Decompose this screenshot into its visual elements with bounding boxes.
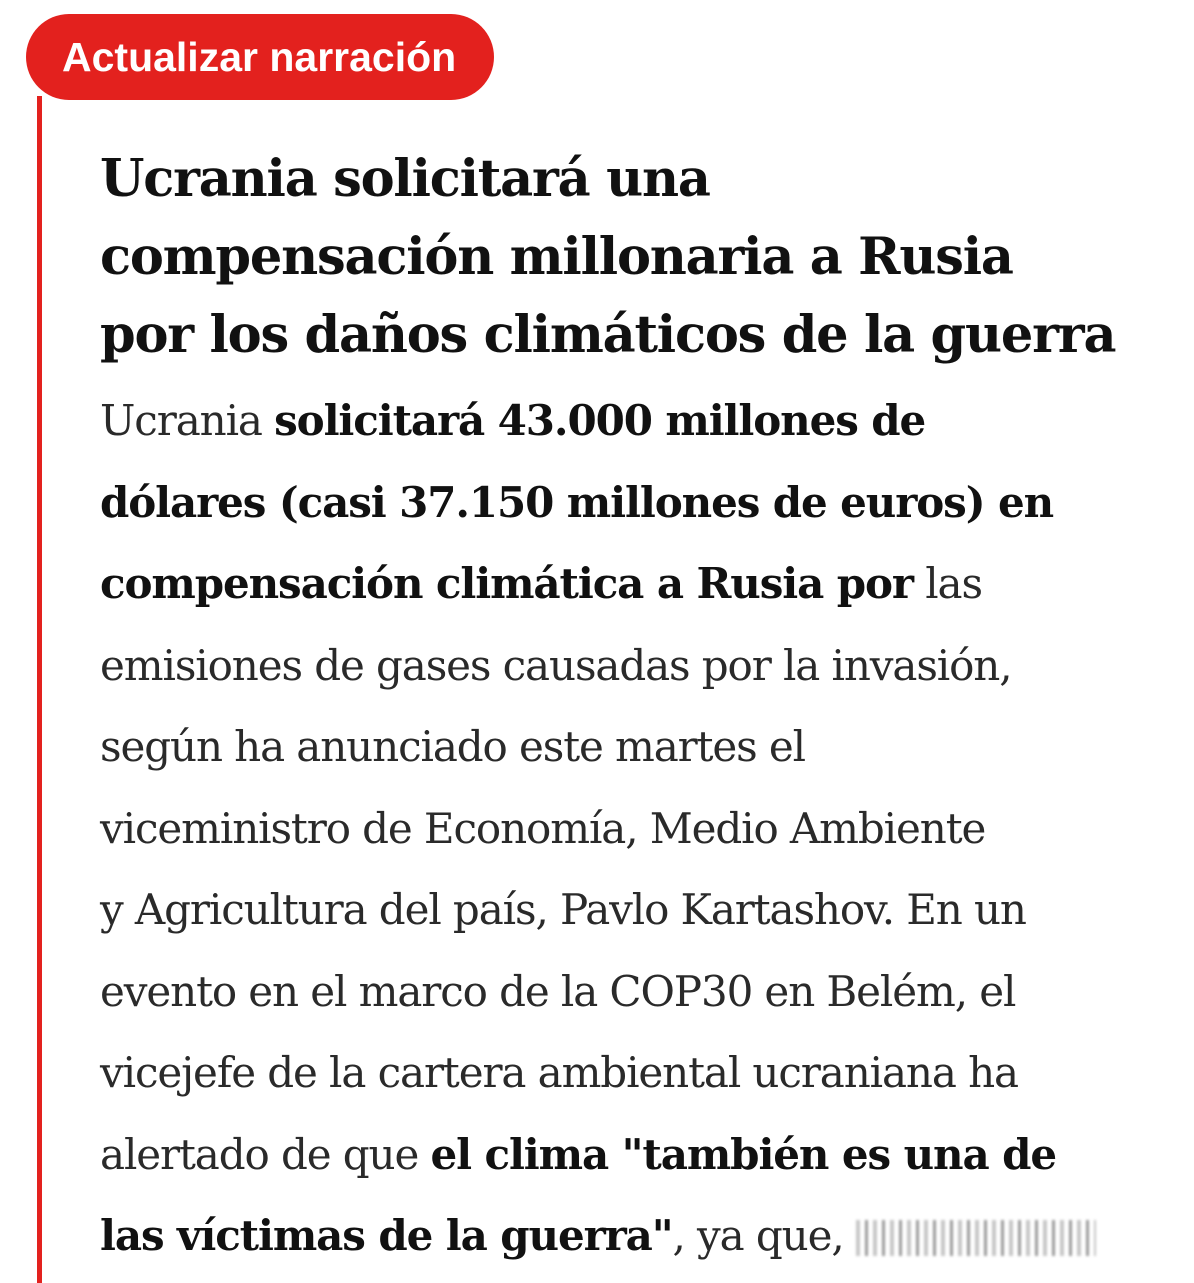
headline-line: por los daños climáticos de la guerra (100, 305, 1116, 365)
body-text: Ucrania (100, 396, 275, 445)
body-line (100, 380, 1190, 462)
body-line (100, 462, 1190, 544)
body-line: vicejefe de la cartera ambiental ucraniana ha (100, 1048, 1018, 1097)
article-body (100, 380, 1190, 1277)
body-highlight: compensación climática a Rusia por (100, 559, 913, 608)
timeline-rule (37, 96, 42, 1283)
body-text: las (912, 559, 982, 608)
body-line: emisiones de gases causadas por la invasión, (100, 640, 1012, 690)
body-line: según ha anunciado este martes el (100, 722, 805, 771)
body-line: y Agricultura del país, Pavlo Kartashov. En un (100, 885, 1026, 934)
blurred-text (856, 1220, 1096, 1256)
headline-line: compensación millonaria a Rusia (100, 227, 1013, 287)
update-narration-button[interactable]: Actualizar narración (26, 14, 494, 100)
headline-line: Ucrania solicitará una (100, 149, 710, 209)
body-highlight: dólares (casi 37.150 millones de euros) en (100, 477, 1054, 527)
body-line (100, 543, 1190, 625)
body-text: , ya que, (672, 1211, 856, 1260)
body-highlight: las víctimas de la guerra" (100, 1211, 673, 1260)
body-line (100, 1195, 1190, 1277)
body-highlight: solicitará 43.000 millones de (274, 396, 926, 445)
body-line (100, 1114, 1190, 1196)
body-highlight: el clima "también es una de (430, 1129, 1056, 1179)
article-headline (100, 140, 1180, 374)
body-line: viceministro de Economía, Medio Ambiente (100, 803, 986, 853)
body-line: evento en el marco de la COP30 en Belém, el (100, 966, 1016, 1016)
body-text: alertado de que (100, 1129, 431, 1179)
